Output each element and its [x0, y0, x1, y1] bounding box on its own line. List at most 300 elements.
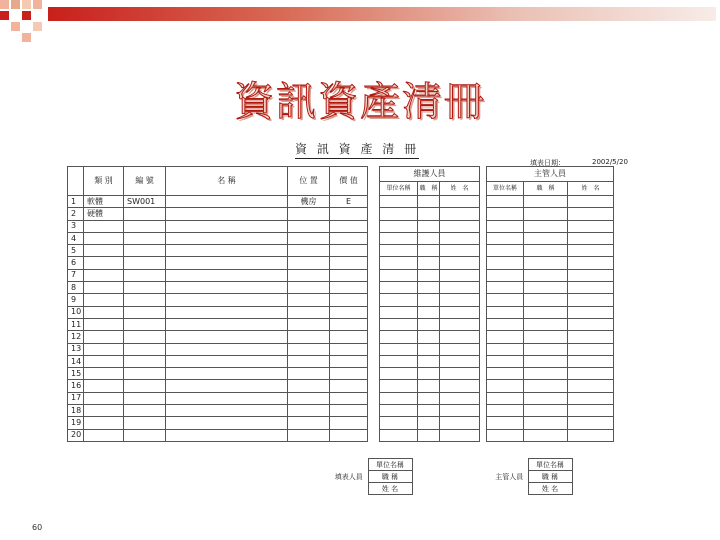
column-gap: [368, 429, 380, 441]
maintainer-unit-cell: [380, 232, 418, 244]
owner-unit-cell: [487, 380, 524, 392]
value-cell: [330, 380, 368, 392]
table-row: [68, 343, 614, 355]
category-cell: [84, 220, 124, 232]
maintainer-title-cell: [418, 245, 440, 257]
maintainer-title-cell: [418, 257, 440, 269]
deco-square: [33, 22, 42, 31]
table-row: [68, 232, 614, 244]
number-cell: [124, 417, 166, 429]
location-cell: [288, 380, 330, 392]
location-cell: [288, 257, 330, 269]
maintainer-unit-cell: [380, 282, 418, 294]
location-cell: [288, 417, 330, 429]
table-row: [68, 257, 614, 269]
table-row: [68, 368, 614, 380]
location-cell: [288, 220, 330, 232]
table-row: [68, 245, 614, 257]
number-cell: [124, 257, 166, 269]
name-cell: [166, 429, 288, 441]
row-number-cell: 5: [68, 245, 84, 257]
owner-name-cell: [568, 368, 614, 380]
category-cell: [84, 318, 124, 330]
row-number-cell: 2: [68, 208, 84, 220]
maintainer-unit-cell: [380, 208, 418, 220]
column-gap: [368, 355, 380, 367]
maintainer-name-cell: [440, 220, 480, 232]
column-gap: [480, 417, 487, 429]
row-number-cell: 16: [68, 380, 84, 392]
location-cell: [288, 282, 330, 294]
column-gap: [480, 380, 487, 392]
owner-name-cell: [568, 405, 614, 417]
owner-title-cell: [524, 196, 568, 208]
owner-title-cell: [524, 355, 568, 367]
value-cell: [330, 208, 368, 220]
maintainer-title-cell: [418, 294, 440, 306]
number-header: 編 號: [124, 167, 166, 196]
maintainer-title-header: 職 稱: [418, 182, 440, 196]
number-cell: [124, 405, 166, 417]
category-cell: [84, 380, 124, 392]
name-cell: [166, 355, 288, 367]
maintainer-name-cell: [440, 417, 480, 429]
name-cell: [166, 392, 288, 404]
maintainer-name-cell: [440, 257, 480, 269]
location-cell: [288, 368, 330, 380]
category-cell: [84, 405, 124, 417]
table-row: [68, 429, 614, 441]
signoff-field: 單位名稱: [528, 459, 572, 471]
value-cell: [330, 245, 368, 257]
column-gap: [480, 355, 487, 367]
category-cell: [84, 257, 124, 269]
maintainer-title-cell: [418, 232, 440, 244]
owner-unit-cell: [487, 220, 524, 232]
owner-title-cell: [524, 380, 568, 392]
owner-title-cell: [524, 318, 568, 330]
row-number-cell: 6: [68, 257, 84, 269]
name-cell: [166, 417, 288, 429]
deco-square: [0, 0, 9, 9]
owner-name-cell: [568, 196, 614, 208]
row-number-cell: 18: [68, 405, 84, 417]
row-number-cell: 8: [68, 282, 84, 294]
column-gap: [480, 331, 487, 343]
maintainer-name-header: 姓 名: [440, 182, 480, 196]
number-cell: [124, 245, 166, 257]
value-header: 價 值: [330, 167, 368, 196]
column-gap: [368, 257, 380, 269]
name-cell: [166, 368, 288, 380]
signoff-field: 姓 名: [528, 483, 572, 495]
name-cell: [166, 208, 288, 220]
maintainer-unit-cell: [380, 196, 418, 208]
row-number-cell: 13: [68, 343, 84, 355]
table-row: [68, 282, 614, 294]
value-cell: [330, 232, 368, 244]
value-cell: [330, 355, 368, 367]
maintainer-name-cell: [440, 208, 480, 220]
maintainer-title-cell: [418, 417, 440, 429]
category-cell: [84, 245, 124, 257]
maintainer-title-cell: [418, 208, 440, 220]
column-gap: [368, 196, 380, 208]
owner-name-cell: [568, 294, 614, 306]
column-gap: [368, 269, 380, 281]
owner-name-cell: [568, 380, 614, 392]
date-value: 2002/5/20: [592, 158, 628, 166]
value-cell: [330, 405, 368, 417]
category-cell: [84, 232, 124, 244]
value-cell: E: [330, 196, 368, 208]
owner-title-cell: [524, 429, 568, 441]
owner-name-header: 姓 名: [568, 182, 614, 196]
value-cell: [330, 331, 368, 343]
maintainer-unit-cell: [380, 294, 418, 306]
maintainer-title-cell: [418, 368, 440, 380]
owner-name-cell: [568, 232, 614, 244]
name-cell: [166, 380, 288, 392]
location-cell: [288, 294, 330, 306]
maintainer-unit-cell: [380, 318, 418, 330]
value-cell: [330, 294, 368, 306]
deco-square: [22, 0, 31, 9]
maintainer-name-cell: [440, 318, 480, 330]
owner-name-cell: [568, 245, 614, 257]
value-cell: [330, 257, 368, 269]
column-gap: [480, 220, 487, 232]
column-gap: [368, 417, 380, 429]
owner-title-cell: [524, 392, 568, 404]
number-cell: [124, 208, 166, 220]
number-cell: SW001: [124, 196, 166, 208]
column-gap: [480, 167, 487, 196]
maintainer-title-cell: [418, 306, 440, 318]
signoff-field: 職 稱: [528, 471, 572, 483]
table-row: [68, 196, 614, 208]
maintainer-unit-cell: [380, 343, 418, 355]
category-cell: [84, 294, 124, 306]
value-cell: [330, 392, 368, 404]
deco-square: [11, 0, 20, 9]
column-gap: [480, 343, 487, 355]
category-cell: [84, 368, 124, 380]
deco-square: [22, 33, 31, 42]
maintainer-name-cell: [440, 355, 480, 367]
category-cell: [84, 355, 124, 367]
column-gap: [480, 392, 487, 404]
owner-title-cell: [524, 417, 568, 429]
signoff-field: 單位名稱: [368, 459, 412, 471]
location-cell: [288, 245, 330, 257]
column-gap: [368, 167, 380, 196]
name-cell: [166, 318, 288, 330]
owner-title-cell: [524, 331, 568, 343]
column-gap: [368, 232, 380, 244]
number-cell: [124, 232, 166, 244]
maintainer-unit-cell: [380, 417, 418, 429]
row-number-cell: 4: [68, 232, 84, 244]
number-cell: [124, 318, 166, 330]
owner-name-cell: [568, 306, 614, 318]
row-number-header: [68, 167, 84, 196]
owner-unit-cell: [487, 257, 524, 269]
owner-title-cell: [524, 220, 568, 232]
table-row: [68, 331, 614, 343]
owner-unit-header: 單位名稱: [487, 182, 524, 196]
maintainer-title-cell: [418, 318, 440, 330]
table-row: [68, 220, 614, 232]
row-number-cell: 11: [68, 318, 84, 330]
header-gradient-bar: [48, 7, 716, 21]
maintainer-unit-cell: [380, 331, 418, 343]
number-cell: [124, 269, 166, 281]
name-cell: [166, 245, 288, 257]
owner-name-cell: [568, 417, 614, 429]
maintainer-title-cell: [418, 392, 440, 404]
row-number-cell: 20: [68, 429, 84, 441]
number-cell: [124, 368, 166, 380]
column-gap: [480, 294, 487, 306]
owner-name-cell: [568, 392, 614, 404]
value-cell: [330, 306, 368, 318]
owner-unit-cell: [487, 368, 524, 380]
row-number-cell: 14: [68, 355, 84, 367]
value-cell: [330, 282, 368, 294]
owner-title-cell: [524, 245, 568, 257]
owner-title-cell: [524, 208, 568, 220]
category-cell: [84, 269, 124, 281]
owner-title-cell: [524, 306, 568, 318]
maintainer-name-cell: [440, 392, 480, 404]
row-number-cell: 19: [68, 417, 84, 429]
owner-label: 主管人員: [491, 459, 528, 495]
column-gap: [368, 392, 380, 404]
row-number-cell: 3: [68, 220, 84, 232]
name-cell: [166, 196, 288, 208]
filler-signoff-table: [330, 458, 451, 495]
owner-unit-cell: [487, 196, 524, 208]
name-header: 名 稱: [166, 167, 288, 196]
owner-title-cell: [524, 343, 568, 355]
maintainer-unit-header: 單位名稱: [380, 182, 418, 196]
number-cell: [124, 331, 166, 343]
maintainer-unit-cell: [380, 306, 418, 318]
owner-title-cell: [524, 232, 568, 244]
column-gap: [480, 405, 487, 417]
name-cell: [166, 282, 288, 294]
maintainer-title-cell: [418, 282, 440, 294]
owner-unit-cell: [487, 417, 524, 429]
column-gap: [368, 208, 380, 220]
owner-name-cell: [568, 220, 614, 232]
location-cell: [288, 331, 330, 343]
location-cell: [288, 232, 330, 244]
column-gap: [480, 318, 487, 330]
column-gap: [480, 429, 487, 441]
owner-unit-cell: [487, 392, 524, 404]
table-row: [68, 355, 614, 367]
value-cell: [330, 318, 368, 330]
number-cell: [124, 282, 166, 294]
owner-title-cell: [524, 405, 568, 417]
row-number-cell: 9: [68, 294, 84, 306]
category-cell: 硬體: [84, 208, 124, 220]
value-cell: [330, 417, 368, 429]
deco-square: [0, 11, 9, 20]
owner-unit-cell: [487, 232, 524, 244]
page-number: 60: [32, 523, 43, 532]
column-gap: [480, 306, 487, 318]
column-gap: [368, 306, 380, 318]
maintainer-unit-cell: [380, 368, 418, 380]
column-gap: [480, 196, 487, 208]
maintainer-group-header: 維護人員: [380, 167, 480, 182]
owner-name-cell: [568, 355, 614, 367]
number-cell: [124, 392, 166, 404]
location-header: 位 置: [288, 167, 330, 196]
maintainer-name-cell: [440, 269, 480, 281]
number-cell: [124, 220, 166, 232]
column-gap: [480, 257, 487, 269]
row-number-cell: 15: [68, 368, 84, 380]
filler-label: 填表人員: [330, 459, 368, 495]
maintainer-name-cell: [440, 429, 480, 441]
location-cell: [288, 405, 330, 417]
table-row: [68, 380, 614, 392]
owner-unit-cell: [487, 318, 524, 330]
maintainer-unit-cell: [380, 257, 418, 269]
table-row: [68, 318, 614, 330]
owner-unit-cell: [487, 245, 524, 257]
date-label: 填表日期：: [530, 159, 565, 167]
owner-unit-cell: [487, 429, 524, 441]
owner-title-cell: [524, 368, 568, 380]
signoff-blank: [572, 483, 613, 495]
name-cell: [166, 269, 288, 281]
maintainer-name-cell: [440, 232, 480, 244]
maintainer-name-cell: [440, 343, 480, 355]
owner-unit-cell: [487, 355, 524, 367]
deco-square: [22, 11, 31, 20]
row-number-cell: 10: [68, 306, 84, 318]
name-cell: [166, 232, 288, 244]
column-gap: [368, 318, 380, 330]
row-number-cell: 1: [68, 196, 84, 208]
value-cell: [330, 368, 368, 380]
category-cell: [84, 429, 124, 441]
signoff-field: 姓 名: [368, 483, 412, 495]
name-cell: [166, 306, 288, 318]
maintainer-title-cell: [418, 269, 440, 281]
signoff-blank: [572, 471, 613, 483]
maintainer-name-cell: [440, 196, 480, 208]
value-cell: [330, 429, 368, 441]
column-gap: [480, 208, 487, 220]
column-gap: [368, 343, 380, 355]
maintainer-unit-cell: [380, 220, 418, 232]
signoff-field: 職 稱: [368, 471, 412, 483]
row-number-cell: 12: [68, 331, 84, 343]
maintainer-name-cell: [440, 405, 480, 417]
maintainer-title-cell: [418, 343, 440, 355]
value-cell: [330, 269, 368, 281]
maintainer-name-cell: [440, 282, 480, 294]
location-cell: [288, 318, 330, 330]
name-cell: [166, 257, 288, 269]
owner-unit-cell: [487, 208, 524, 220]
maintainer-name-cell: [440, 380, 480, 392]
table-row: [68, 269, 614, 281]
maintainer-title-cell: [418, 331, 440, 343]
category-cell: [84, 282, 124, 294]
column-gap: [368, 245, 380, 257]
owner-name-cell: [568, 318, 614, 330]
owner-unit-cell: [487, 405, 524, 417]
owner-name-cell: [568, 331, 614, 343]
location-cell: 機房: [288, 196, 330, 208]
name-cell: [166, 405, 288, 417]
owner-unit-cell: [487, 331, 524, 343]
maintainer-name-cell: [440, 245, 480, 257]
table-row: [68, 294, 614, 306]
maintainer-name-cell: [440, 368, 480, 380]
owner-name-cell: [568, 208, 614, 220]
maintainer-unit-cell: [380, 269, 418, 281]
asset-inventory-table: [67, 166, 614, 442]
category-cell: [84, 392, 124, 404]
owner-unit-cell: [487, 294, 524, 306]
owner-name-cell: [568, 343, 614, 355]
location-cell: [288, 355, 330, 367]
location-cell: [288, 269, 330, 281]
column-gap: [368, 368, 380, 380]
owner-name-cell: [568, 269, 614, 281]
table-row: [68, 208, 614, 220]
signoff-blank: [412, 459, 451, 471]
column-gap: [480, 368, 487, 380]
maintainer-title-cell: [418, 220, 440, 232]
signoff-blank: [412, 471, 451, 483]
number-cell: [124, 429, 166, 441]
column-gap: [368, 331, 380, 343]
category-cell: [84, 417, 124, 429]
maintainer-title-cell: [418, 380, 440, 392]
category-cell: 軟體: [84, 196, 124, 208]
number-cell: [124, 380, 166, 392]
maintainer-name-cell: [440, 306, 480, 318]
number-cell: [124, 343, 166, 355]
owner-unit-cell: [487, 269, 524, 281]
name-cell: [166, 331, 288, 343]
maintainer-unit-cell: [380, 429, 418, 441]
signoff-blank: [572, 459, 613, 471]
owner-unit-cell: [487, 306, 524, 318]
document-title: 資 訊 資 產 清 冊: [295, 140, 419, 159]
maintainer-title-cell: [418, 196, 440, 208]
location-cell: [288, 392, 330, 404]
table-row: [68, 417, 614, 429]
column-gap: [480, 269, 487, 281]
row-number-cell: 7: [68, 269, 84, 281]
owner-title-cell: [524, 257, 568, 269]
table-row: [68, 405, 614, 417]
category-cell: [84, 306, 124, 318]
maintainer-title-cell: [418, 429, 440, 441]
owner-name-cell: [568, 257, 614, 269]
owner-signoff-table: [491, 458, 613, 495]
